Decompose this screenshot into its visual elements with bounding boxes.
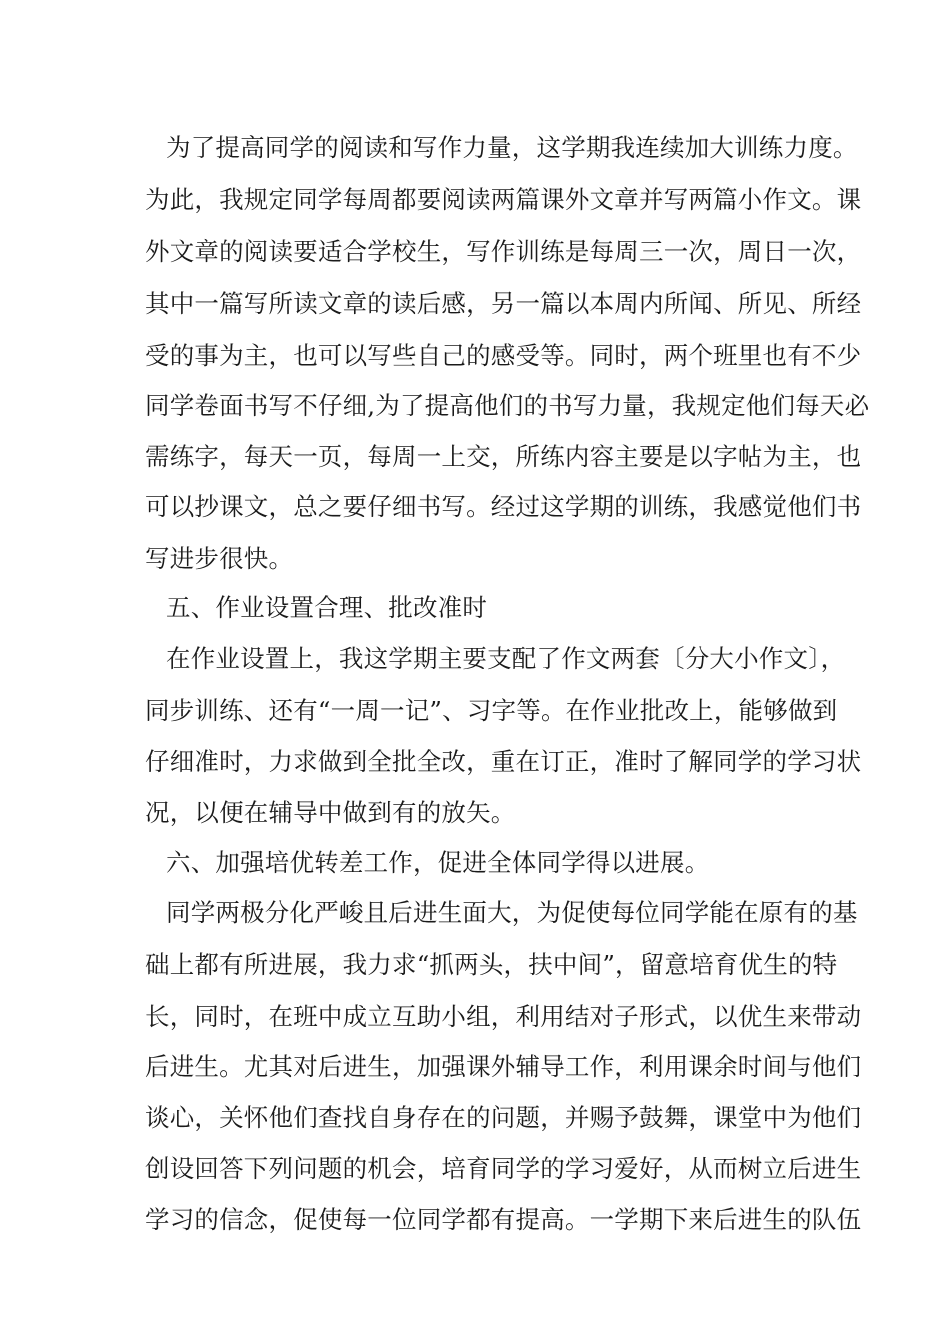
paragraph-line: 仔细准时，力求做到全批全改，重在订正，准时了解同学的学习状 xyxy=(145,747,862,776)
paragraph-line: 创设回答下列问题的机会，培育同学的学习爱好，从而树立后进生 xyxy=(145,1154,862,1183)
paragraph-line: 需练字，每天一页，每周一上交，所练内容主要是以字帖为主，也 xyxy=(145,442,862,471)
paragraph-line: 同步训练、还有“一周一记”、习字等。在作业批改上，能够做到 xyxy=(145,696,838,725)
paragraph-line: 同学两极分化严峻且后进生面大，为促使每位同学能在原有的基 xyxy=(166,898,858,927)
paragraph-line: 同学卷面书写不仔细,为了提高他们的书写力量，我规定他们每天必 xyxy=(145,391,870,420)
paragraph-line: 外文章的阅读要适合学校生，写作训练是每周三一次，周日一次， xyxy=(145,237,862,266)
paragraph-line: 写进步很快。 xyxy=(145,544,294,573)
paragraph-line: 况，以便在辅导中做到有的放矢。 xyxy=(145,798,516,827)
paragraph-line: 长，同时，在班中成立互助小组，利用结对子形式，以优生来带动 xyxy=(145,1002,862,1031)
section-heading: 五、作业设置合理、批改准时 xyxy=(166,593,488,622)
paragraph-line: 其中一篇写所读文章的读后感，另一篇以本周内所闻、所见、所经 xyxy=(145,289,862,318)
paragraph-line: 在作业设置上，我这学期主要支配了作文两套〔分大小作文〕， xyxy=(166,644,846,673)
paragraph-line: 后进生。尤其对后进生，加强课外辅导工作，利用课余时间与他们 xyxy=(145,1052,862,1081)
paragraph-line: 为此，我规定同学每周都要阅读两篇课外文章并写两篇小作文。课 xyxy=(145,185,862,214)
paragraph-line: 谈心，关怀他们查找自身存在的问题，并赐予鼓舞，课堂中为他们 xyxy=(145,1103,862,1132)
section-heading: 六、加强培优转差工作，促进全体同学得以进展。 xyxy=(166,848,710,877)
paragraph-line: 受的事为主，也可以写些自己的感受等。同时，两个班里也有不少 xyxy=(145,341,862,370)
paragraph-line: 可以抄课文，总之要仔细书写。经过这学期的训练，我感觉他们书 xyxy=(145,492,862,521)
paragraph-line: 学习的信念，促使每一位同学都有提高。一学期下来后进生的队伍 xyxy=(145,1205,862,1234)
paragraph-line: 为了提高同学的阅读和写作力量，这学期我连续加大训练力度。 xyxy=(166,133,858,162)
paragraph-line: 础上都有所进展，我力求“抓两头，扶中间”，留意培育优生的特 xyxy=(145,950,838,979)
